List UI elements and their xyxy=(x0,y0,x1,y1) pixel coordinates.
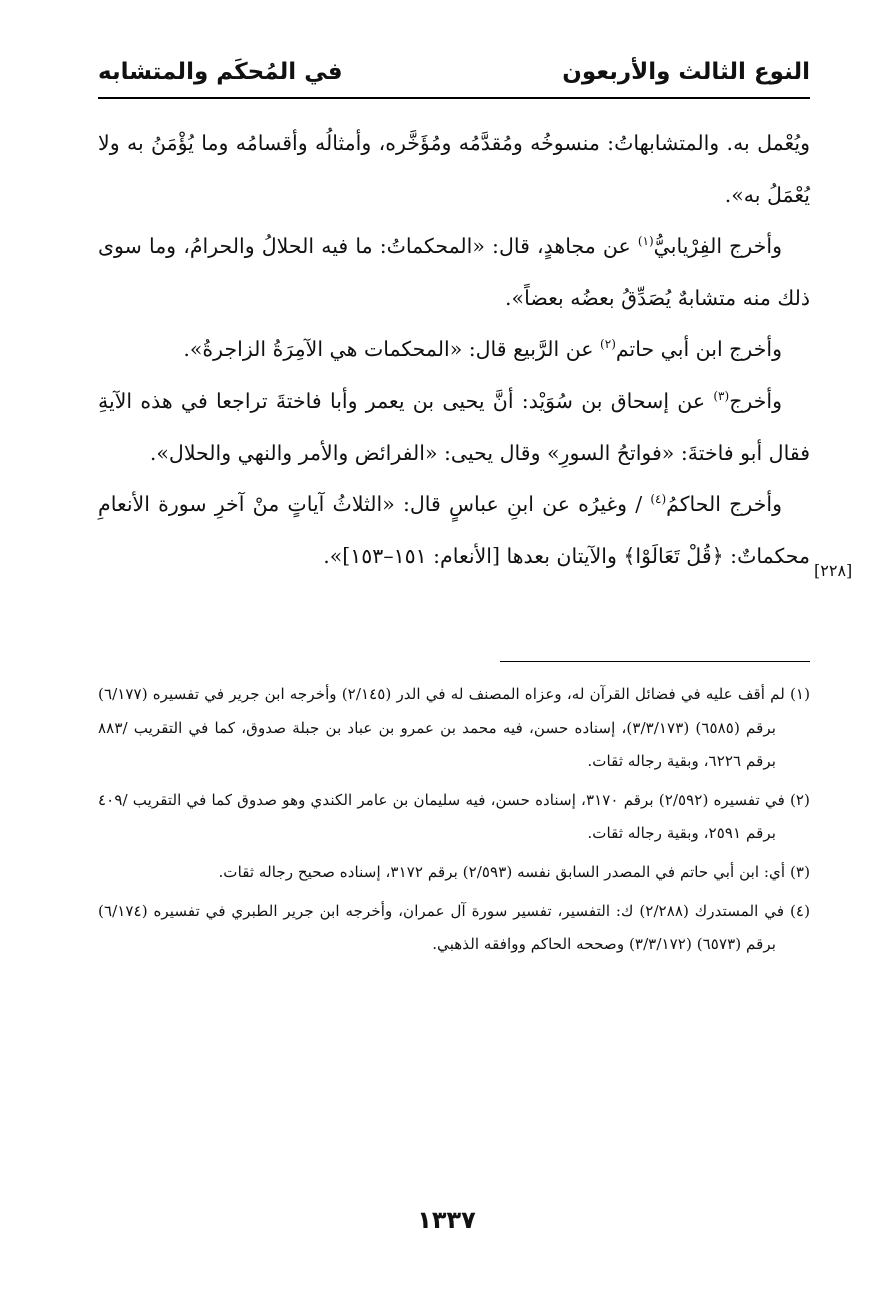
footnote-2: (٢) في تفسيره (٢/٥٩٢) برقم ٣١٧٠، إسناده حسن، فيه سليمان بن عامر الكندي وهو صدوق كما في التقريب /٤٠٩ برقم ٢٥٩١، وبقية رجاله ثقات. xyxy=(98,790,810,843)
paragraph-5 xyxy=(98,479,810,582)
paragraph-2-lead: وأخرج الفِرْيابيُّ xyxy=(653,234,782,259)
paragraph-4 xyxy=(98,376,810,479)
paragraph-3 xyxy=(98,324,810,376)
paragraph-4-rest: عن إسحاق بن سُوَيْد: أنَّ يحيى بن يعمر وأبا فاختةَ تراجعا في هذه الآيةِ فقال أبو فاختةَ: «فواتحُ السورِ» وقال يحيى: «الفرائض والأمر والنهي والحلال». xyxy=(98,388,810,465)
section-title: في المُحكَم والمتشابه xyxy=(98,59,343,85)
footnote-ref-3[interactable]: (٣) xyxy=(713,389,730,404)
footnote-1: (١) لم أقف عليه في فضائل القرآن له، وعزاه المصنف له في الدر (٢/١٤٥) وأخرجه ابن جرير في تفسيره (٦/١٧٧) برقم (٦٥٨٥) (٣/٣/١٧٣)، إسناده حسن، فيه محمد بن عمرو بن عباد بن جبلة صدوق، كما في التقريب /٨٨٣ برقم ٦٢٢٦، وبقية رجاله ثقات. xyxy=(98,685,810,771)
footnote-ref-4[interactable]: (٤) xyxy=(650,492,667,507)
paragraph-4-lead: وأخرج xyxy=(729,388,782,413)
paragraph-5-lead: وأخرج الحاكمُ xyxy=(666,492,782,517)
running-header xyxy=(98,52,810,92)
footnote-separator xyxy=(500,661,810,662)
header-rule xyxy=(98,97,810,99)
main-text xyxy=(98,118,810,582)
paragraph-3-lead: وأخرج ابن أبي حاتم xyxy=(615,337,782,362)
footnote-ref-2[interactable]: (٢) xyxy=(600,337,616,352)
chapter-title: النوع الثالث والأربعون xyxy=(562,59,810,85)
margin-page-reference: [٢٢٨] xyxy=(814,561,853,580)
paragraph-5-rest: / وغيرُه عن ابنِ عباسٍ قال: «الثلاثُ آياتٍ منْ آخرِ سورة الأنعامِ محكماتٌ: ﴿قُلْ تَعَالَوْا﴾ والآيتان بعدها [الأنعام: ١٥١–١٥٣]». xyxy=(98,492,810,568)
footnotes xyxy=(98,678,810,967)
page-number: ١٣٣٧ xyxy=(417,1206,476,1234)
paragraph-2-rest: عن مجاهدٍ، قال: «المحكماتُ: ما فيه الحلالُ والحرامُ، وما سوى ذلك منه متشابهٌ يُصَدِّقُ بعضُه بعضاً». xyxy=(98,234,810,310)
footnote-ref-1[interactable]: (١) xyxy=(637,234,654,249)
paragraph-2 xyxy=(98,221,810,324)
paragraph-3-rest: عن الرَّبيع قال: «المحكمات هي الآمِرَةُ الزاجرةُ». xyxy=(183,337,601,362)
footnote-4: (٤) في المستدرك (٢/٢٨٨) ك: التفسير، تفسير سورة آل عمران، وأخرجه ابن جرير الطبري في تفسيره (٦/١٧٤) برقم (٦٥٧٣) (٣/٣/١٧٢) وصححه الحاكم ووافقه الذهبي. xyxy=(98,901,810,954)
footnote-3: (٣) أي: ابن أبي حاتم في المصدر السابق نفسه (٢/٥٩٣) برقم ٣١٧٢، إسناده صحيح رجاله ثقات. xyxy=(218,862,810,881)
paragraph-1: ويُعْمل به. والمتشابهاتُ: منسوخُه ومُقدَّمُه ومُؤَخَّره، وأمثالُه وأقسامُه وما يُؤْمَنُ به ولا يُعْمَلُ به». xyxy=(98,131,810,207)
